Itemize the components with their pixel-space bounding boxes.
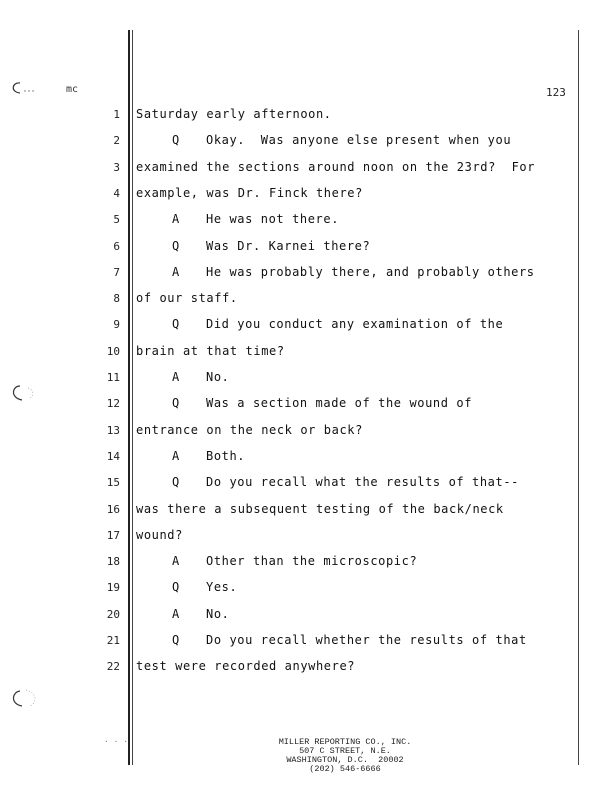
line-text: test were recorded anywhere?	[136, 659, 356, 673]
line-text: Okay. Was anyone else present when you	[206, 133, 512, 147]
right-margin-rule	[578, 30, 579, 765]
line-number: 8	[113, 292, 120, 305]
line-text: Do you recall what the results of that--	[206, 475, 519, 489]
line-number: 10	[106, 345, 120, 358]
speaker-label: Q	[172, 239, 180, 253]
line-text: He was probably there, and probably others	[206, 265, 535, 279]
line-text: No.	[206, 370, 230, 384]
line-number: 22	[106, 660, 120, 673]
line-number: 3	[113, 161, 120, 174]
line-text: Both.	[206, 449, 246, 463]
speaker-label: A	[172, 265, 180, 279]
line-number: 1	[113, 108, 120, 121]
line-text: brain at that time?	[136, 344, 285, 358]
line-number: 16	[106, 503, 120, 516]
speaker-label: Q	[172, 317, 180, 331]
speaker-label: A	[172, 607, 180, 621]
speaker-label: A	[172, 370, 180, 384]
left-margin-rule	[128, 30, 130, 765]
line-text: wound?	[136, 528, 183, 542]
punch-hole-icon	[8, 688, 26, 704]
line-number: 6	[113, 240, 120, 253]
footer-city: WASHINGTON, D.C. 20002	[286, 755, 404, 765]
line-number: 17	[106, 529, 120, 542]
line-text: Saturday early afternoon.	[136, 107, 332, 121]
speaker-label: Q	[172, 633, 180, 647]
line-number: 19	[106, 581, 120, 594]
line-number: 2	[113, 134, 120, 147]
speaker-label: A	[172, 449, 180, 463]
speaker-label: Q	[172, 396, 180, 410]
line-number: 7	[113, 266, 120, 279]
line-text: Did you conduct any examination of the	[206, 317, 504, 331]
line-number: 5	[113, 213, 120, 226]
reporter-initials: mc	[66, 84, 79, 95]
line-text: entrance on the neck or back?	[136, 423, 363, 437]
line-text: No.	[206, 607, 230, 621]
line-text: Do you recall whether the results of that	[206, 633, 527, 647]
line-text: He was not there.	[206, 212, 340, 226]
line-text: of our staff.	[136, 291, 238, 305]
line-text: example, was Dr. Finck there?	[136, 186, 363, 200]
line-number: 20	[106, 608, 120, 621]
page-number: 123	[546, 86, 566, 99]
punch-hole-icon	[8, 384, 26, 400]
footer-street: 507 C STREET, N.E.	[299, 746, 391, 756]
punch-hole-icon	[8, 80, 26, 96]
line-text: examined the sections around noon on the 23rd? For	[136, 160, 536, 174]
speaker-label: Q	[172, 475, 180, 489]
line-number: 21	[106, 634, 120, 647]
line-text: Was Dr. Karnei there?	[206, 239, 371, 253]
footer-phone: (202) 546-6666	[309, 764, 381, 774]
line-number: 9	[113, 318, 120, 331]
speaker-label: A	[172, 212, 180, 226]
line-number: 18	[106, 555, 120, 568]
line-number: 13	[106, 424, 120, 437]
line-number: 4	[113, 187, 120, 200]
footer-company: MILLER REPORTING CO., INC.	[278, 737, 412, 747]
line-text: Yes.	[206, 580, 238, 594]
left-margin-rule-inner	[132, 30, 133, 765]
line-text: was there a subsequent testing of the back/neck	[136, 502, 504, 516]
speaker-label: A	[172, 554, 180, 568]
speaker-label: Q	[172, 580, 180, 594]
reporter-footer	[240, 738, 450, 774]
line-text: Other than the microscopic?	[206, 554, 418, 568]
line-number: 14	[106, 450, 120, 463]
line-text: Was a section made of the wound of	[206, 396, 473, 410]
line-number: 11	[106, 371, 120, 384]
line-number: 15	[106, 476, 120, 489]
line-number: 12	[106, 397, 120, 410]
margin-mark: · · ·	[104, 737, 129, 746]
speaker-label: Q	[172, 133, 180, 147]
